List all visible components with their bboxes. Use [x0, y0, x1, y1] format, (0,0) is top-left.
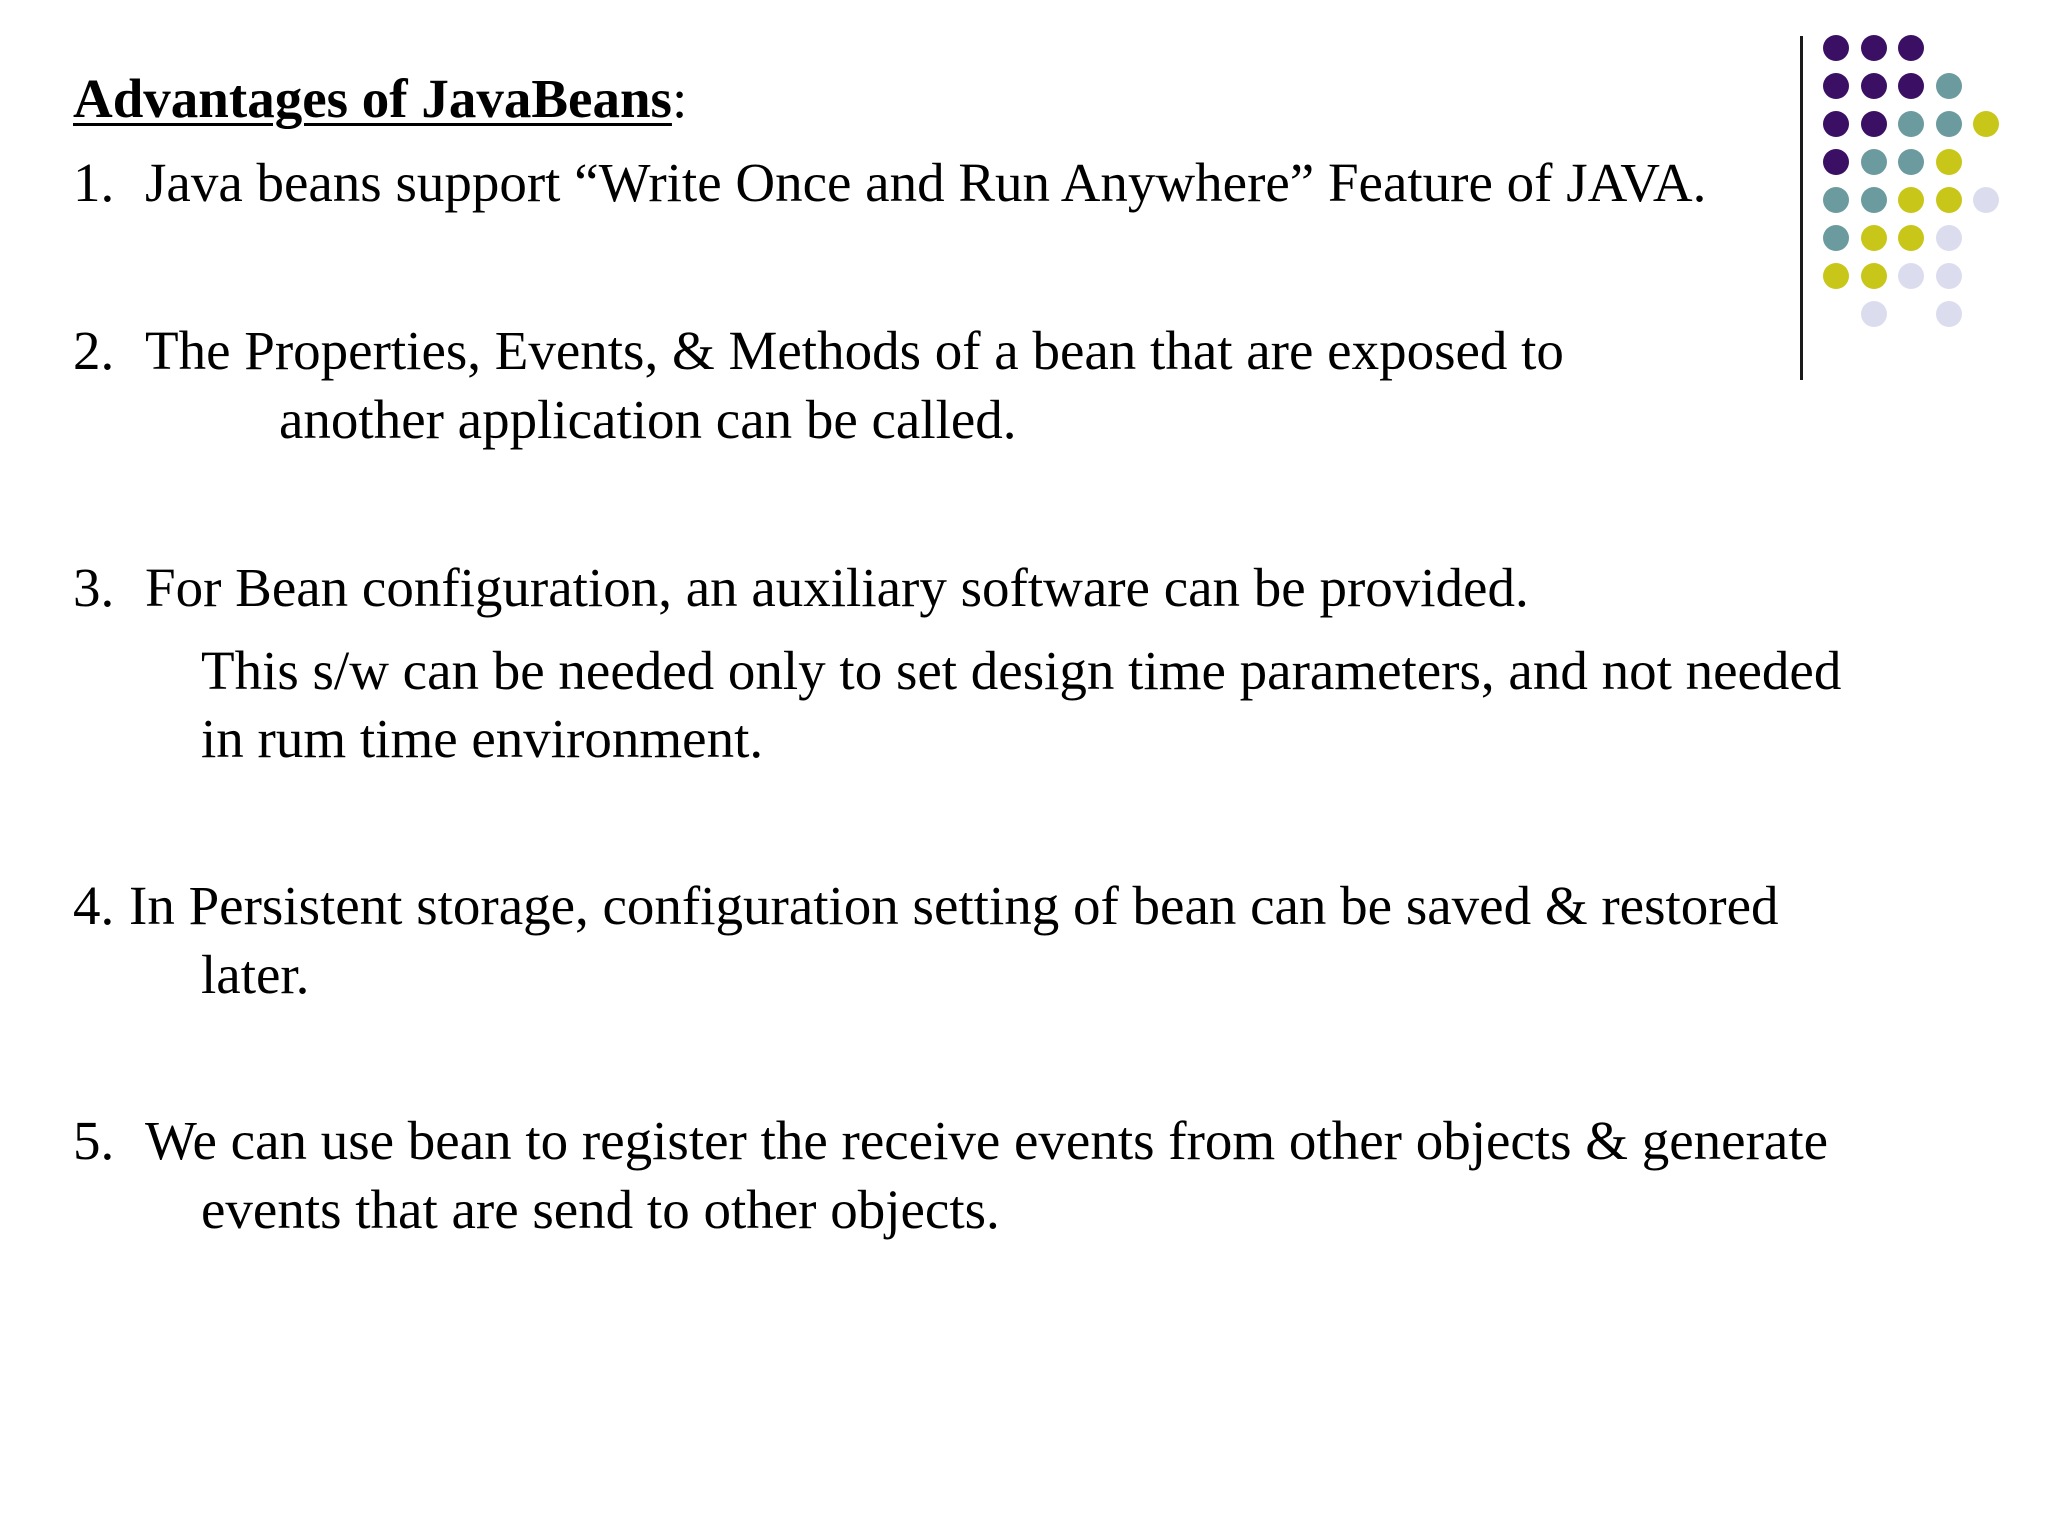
- decorative-dot-yellow: [1861, 225, 1887, 251]
- decorative-dot-purple: [1861, 35, 1887, 61]
- slide-title: [73, 66, 687, 132]
- decorative-dot-purple: [1861, 111, 1887, 137]
- list-item-2-number: 2.: [73, 320, 115, 381]
- decorative-dot-lavender: [1898, 263, 1924, 289]
- decorative-dot-purple: [1898, 35, 1924, 61]
- decorative-dot-teal: [1861, 187, 1887, 213]
- decorative-dot-purple: [1823, 35, 1849, 61]
- list-item-3-line-1: For Bean configuration, an auxiliary software can be provided.: [145, 557, 1529, 618]
- list-item-4: [73, 873, 1779, 939]
- list-item-5-line-1: We can use bean to register the receive events from other objects & generate: [145, 1110, 1829, 1171]
- list-item-4-line-2: later.: [201, 944, 310, 1005]
- decorative-dot-teal: [1861, 149, 1887, 175]
- title-colon: :: [671, 68, 688, 129]
- decorative-dot-teal: [1898, 111, 1924, 137]
- list-item-4-number: 4.: [73, 875, 115, 936]
- list-item-1-line-1: Java beans support “Write Once and Run Anywhere” Feature of JAVA.: [145, 152, 1707, 213]
- list-item-5-line-2: events that are send to other objects.: [201, 1179, 1000, 1240]
- decorative-dot-lavender: [1973, 187, 1999, 213]
- decorative-divider: [1800, 36, 1803, 380]
- list-item-3-line-2: This s/w can be needed only to set design time parameters, and not needed: [201, 640, 1842, 701]
- list-item-3-number: 3.: [73, 557, 115, 618]
- list-item-5: [73, 1108, 1828, 1174]
- decorative-dot-yellow: [1936, 187, 1962, 213]
- list-item-2-line-1: The Properties, Events, & Methods of a bean that are exposed to: [145, 320, 1564, 381]
- decorative-dot-purple: [1823, 111, 1849, 137]
- decorative-dot-purple: [1823, 149, 1849, 175]
- list-item-2-line-2: another application can be called.: [279, 389, 1017, 450]
- decorative-dot-teal: [1823, 187, 1849, 213]
- decorative-dot-lavender: [1936, 301, 1962, 327]
- decorative-dot-yellow: [1898, 187, 1924, 213]
- list-item-2: [73, 318, 1564, 384]
- decorative-dot-teal: [1823, 225, 1849, 251]
- decorative-dot-purple: [1861, 73, 1887, 99]
- decorative-dot-teal: [1936, 111, 1962, 137]
- list-item-3: [73, 555, 1529, 621]
- decorative-dot-teal: [1898, 149, 1924, 175]
- decorative-dot-lavender: [1861, 301, 1887, 327]
- decorative-dot-purple: [1898, 73, 1924, 99]
- title-text: Advantages of JavaBeans: [73, 68, 672, 129]
- decorative-dot-lavender: [1936, 263, 1962, 289]
- decorative-dot-yellow: [1973, 111, 1999, 137]
- decorative-dot-yellow: [1861, 263, 1887, 289]
- decorative-dot-yellow: [1936, 149, 1962, 175]
- decorative-dot-purple: [1823, 73, 1849, 99]
- decorative-dot-lavender: [1936, 225, 1962, 251]
- decorative-dot-teal: [1936, 73, 1962, 99]
- list-item-5-number: 5.: [73, 1110, 115, 1171]
- list-item-3-line-3: in rum time environment.: [201, 708, 764, 769]
- list-item-1: [73, 150, 1706, 216]
- list-item-4-line-1: In Persistent storage, configuration setting of bean can be saved & restored: [129, 875, 1779, 936]
- list-item-1-number: 1.: [73, 152, 115, 213]
- decorative-dot-yellow: [1823, 263, 1849, 289]
- decorative-dot-yellow: [1898, 225, 1924, 251]
